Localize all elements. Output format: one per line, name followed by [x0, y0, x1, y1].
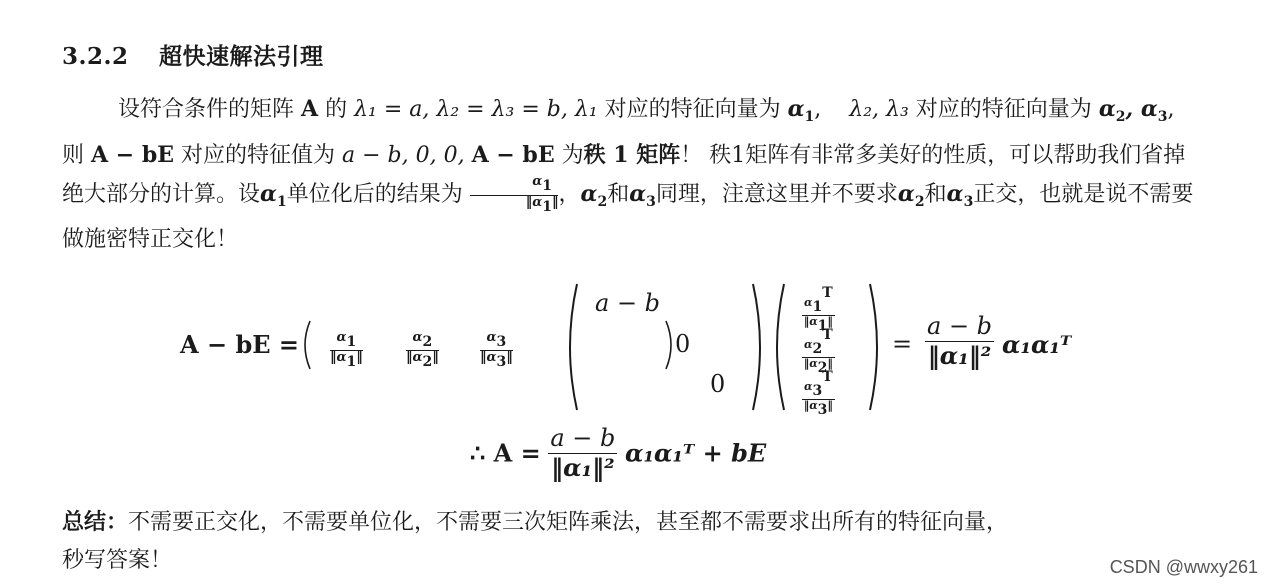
text-run: 为	[561, 143, 584, 168]
lemma-paragraph: 设符合条件的矩阵 A 的 λ₁ = a, λ₂ = λ₃ = b, λ₁ 对应的特征向量为 $\alpha_1$, λ₂, λ₃ 对应的特征向量为 $\alpha_2$, $\alpha_3$, 则 A − bE 对应的特征值为 a − b, 0, 0, A − bE 为秩 1 矩阵！ 秩1矩阵有非常多美好的性质，可以帮助我们省掉绝大部分的计算。设$\alpha_1$单位化后的结果为 $\frac{\alpha 1}{‖\alpha 1‖}$ ，$\alpha_2$和$\alpha_3$同理，注意这里并不要求$\alpha_2$和$\alpha_3$正交，也就是说不需要做施密特正交化！	[62, 96, 1194, 252]
unit-alpha-2-transpose: $\frac{\alpha 2T}{‖\alpha 2‖}$	[803, 327, 833, 377]
section-number: 3.2.2	[62, 43, 129, 70]
rhs-outer-product: α₁α₁ᵀ	[1002, 330, 1072, 359]
rhs-numerator: a − b	[927, 312, 993, 340]
unit-alpha-1: $\frac{\alpha 1}{‖\alpha 1‖}$	[330, 330, 363, 371]
watermark: CSDN @wwxy261	[1109, 557, 1258, 577]
unit-alpha-1-transpose: $\frac{\alpha 1T}{‖\alpha 1‖}$	[803, 285, 833, 335]
lambda-2-3: λ₂, λ₃	[849, 97, 909, 122]
text-run: 对应的特征值为	[181, 143, 336, 168]
text-run: 并不要求	[809, 182, 898, 207]
unit-alpha-2: $\frac{\alpha 2}{‖\alpha 2‖}$	[406, 330, 439, 371]
summary-line2: 秒写答案！	[62, 548, 173, 573]
matrix-A-minus-bE: A − bE	[471, 142, 555, 168]
text-run: 对应的特征向量为	[604, 97, 781, 122]
alpha-1: $\alpha_1$	[787, 96, 815, 125]
unit-alpha-3: $\frac{\alpha 3}{‖\alpha 3‖}$	[480, 330, 513, 371]
result-denominator: ‖α₁‖²	[551, 452, 615, 482]
alpha-3: $\alpha_3$	[946, 181, 974, 210]
result-tail: α₁α₁ᵀ + bE	[625, 438, 767, 468]
eigenvalue-conditions: λ₁ = a, λ₂ = λ₃ = b, λ₁	[354, 97, 598, 122]
result-lhs: ∴ A =	[470, 438, 541, 468]
text-run: ！ 秩1矩阵有非常多美好的	[680, 143, 944, 168]
text-run: 和	[924, 182, 947, 207]
rhs-denominator: ‖α₁‖²	[927, 340, 992, 370]
eigenvalues-list: a − b, 0, 0,	[342, 143, 465, 168]
matrix-A-minus-bE: A − bE	[91, 142, 174, 168]
summary-label: 总结：	[62, 509, 129, 535]
equals-sign: =	[892, 330, 913, 358]
alpha-3: $\alpha_3$	[629, 181, 656, 210]
alpha-2: $\alpha_2$	[580, 181, 608, 210]
summary	[62, 503, 1212, 580]
section-heading	[62, 38, 324, 71]
diag-entry-2: 0	[675, 330, 691, 358]
unit-alpha-1: $\frac{\alpha 1}{‖\alpha 1‖}$	[470, 175, 559, 214]
equation-result	[470, 425, 766, 481]
matrix-A: A	[301, 96, 319, 122]
text-run: 和	[607, 182, 630, 207]
summary-text: 不需要正交化，不需要单位化，不需要三次矩阵乘法，甚至都不需要求出所有的特征向量，	[128, 510, 1009, 535]
text-run: 量为	[1047, 97, 1092, 122]
text-run: 的	[325, 97, 348, 122]
alpha-1: $\alpha_1$	[260, 181, 287, 210]
alpha-2-3: $\alpha_2$, $\alpha_3$	[1098, 96, 1168, 125]
text-run: 对应的特征向	[915, 97, 1048, 122]
text-run: 同理，注意这里	[655, 182, 810, 207]
result-fraction	[548, 425, 617, 481]
text-run: 设符合条件的矩阵	[118, 97, 295, 122]
section-title: 超快速解法引理	[159, 43, 324, 70]
result-numerator: a − b	[550, 424, 616, 452]
text-run: 则	[62, 143, 85, 168]
alpha-2: $\alpha_2$	[897, 181, 925, 210]
unit-alpha-3-transpose: $\frac{\alpha 3T}{‖\alpha 3‖}$	[803, 369, 833, 419]
rank-one-term: 秩 1 矩阵	[583, 142, 681, 168]
text-run: 正交，也就是说不需要做施密特正交化！	[62, 182, 1194, 252]
equation-lhs: A − bE =	[180, 330, 299, 359]
diag-entry-1: a − b	[595, 289, 661, 317]
diag-entry-3: 0	[710, 370, 726, 398]
text-run: 单位化后的结果为	[286, 182, 463, 207]
text-run: 性质，可以帮助我们省掉绝大部分的计算。设	[62, 143, 1186, 207]
rhs-fraction	[925, 313, 994, 369]
equation-decomposition	[180, 275, 1080, 419]
